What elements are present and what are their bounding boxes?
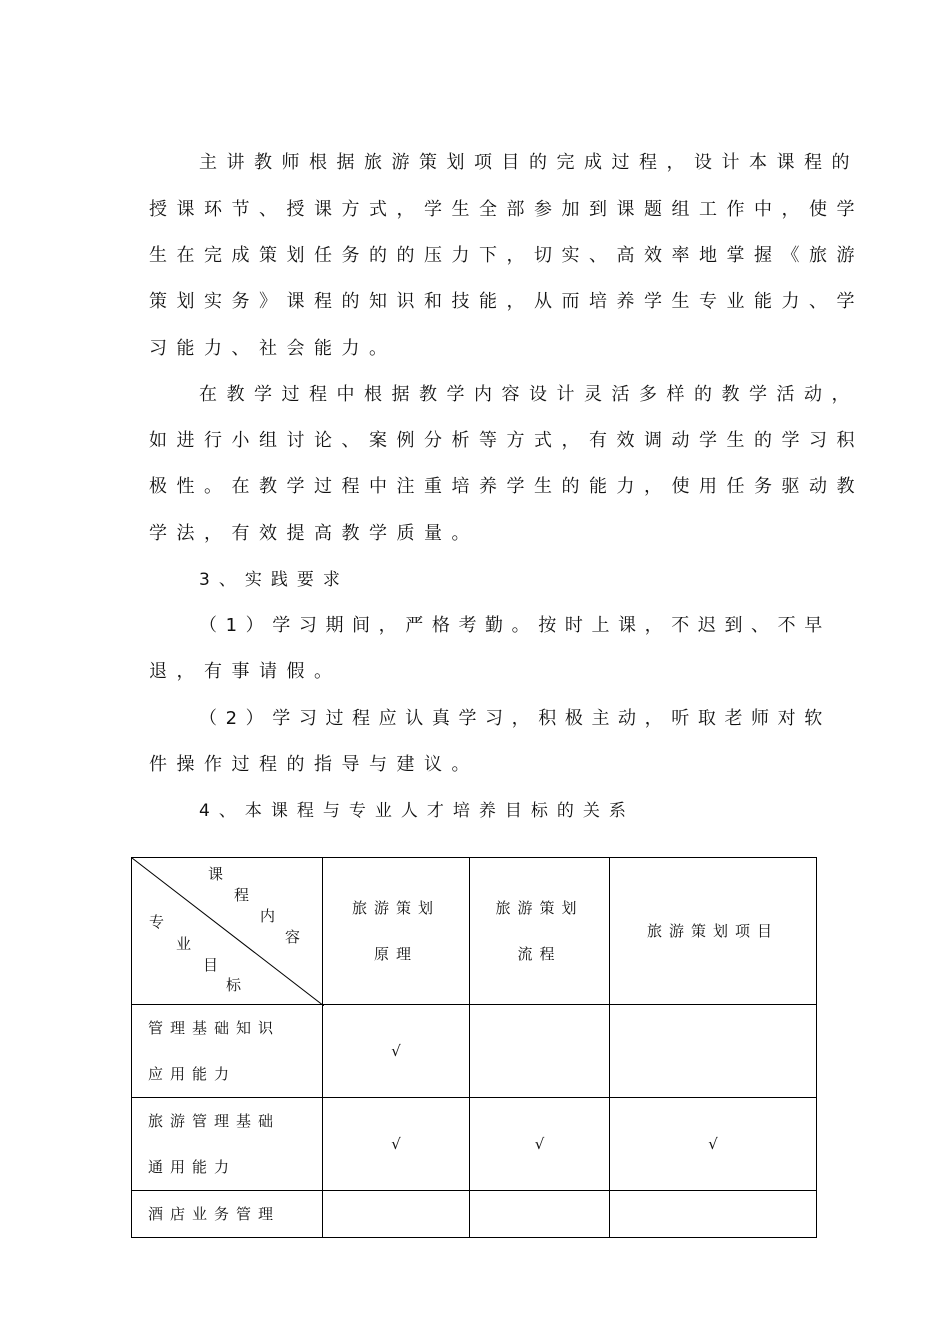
check-cell: √ xyxy=(323,1005,470,1098)
paragraph-3-line-2: 退，有事请假。 xyxy=(149,661,342,682)
row-label: 旅游管理基础 通用能力 xyxy=(132,1098,323,1191)
row-label: 酒店业务管理 xyxy=(132,1191,323,1238)
paragraph-1-line-3: 生在完成策划任务的的压力下，切实、高效率地掌握《旅游 xyxy=(149,245,864,266)
corner-top-char-2: 程 xyxy=(234,886,257,904)
table-row xyxy=(132,1005,817,1098)
corner-bottom-char-4: 标 xyxy=(226,976,249,994)
check-cell xyxy=(610,1005,817,1098)
check-cell: √ xyxy=(323,1098,470,1191)
paragraph-3-line-1: （1）学习期间，严格考勤。按时上课，不迟到、不早 xyxy=(199,615,831,636)
paragraph-1-line-1: 主讲教师根据旅游策划项目的完成过程，设计本课程的 xyxy=(199,152,859,173)
corner-bottom-char-1: 专 xyxy=(149,913,172,931)
paragraph-1-line-4: 策划实务》课程的知识和技能，从而培养学生专业能力、学 xyxy=(149,291,864,312)
column-header-3: 旅游策划项目 xyxy=(610,858,817,1005)
check-cell: √ xyxy=(610,1098,817,1191)
paragraph-2-line-3: 极性。在教学过程中注重培养学生的能力，使用任务驱动教 xyxy=(149,476,864,497)
table-header-row xyxy=(132,858,817,1005)
paragraph-4-line-1: （2）学习过程应认真学习，积极主动，听取老师对软 xyxy=(199,708,831,729)
column-header-1: 旅游策划 原理 xyxy=(323,858,470,1005)
corner-top-char-3: 内 xyxy=(260,907,283,925)
corner-top-char-1: 课 xyxy=(208,865,231,883)
paragraph-2-line-4: 学法，有效提高教学质量。 xyxy=(149,523,479,544)
diagonal-header-cell xyxy=(132,858,323,1005)
table-row xyxy=(132,1098,817,1191)
corner-bottom-char-2: 业 xyxy=(176,935,199,953)
section-heading-4: 4、本课程与专业人才培养目标的关系 xyxy=(199,801,635,821)
check-cell: √ xyxy=(470,1098,610,1191)
paragraph-2-line-2: 如进行小组讨论、案例分析等方式，有效调动学生的学习积 xyxy=(149,430,864,451)
paragraph-1-line-2: 授课环节、授课方式，学生全部参加到课题组工作中，使学 xyxy=(149,199,864,220)
relationship-table xyxy=(131,857,817,1238)
paragraph-4-line-2: 件操作过程的指导与建议。 xyxy=(149,754,479,775)
table-row xyxy=(132,1191,817,1238)
row-label: 管理基础知识 应用能力 xyxy=(132,1005,323,1098)
check-cell xyxy=(610,1191,817,1238)
column-header-2: 旅游策划 流程 xyxy=(470,858,610,1005)
corner-bottom-char-3: 目 xyxy=(203,956,226,974)
paragraph-1-line-5: 习能力、社会能力。 xyxy=(149,338,397,359)
check-cell xyxy=(470,1005,610,1098)
corner-top-char-4: 容 xyxy=(285,928,308,946)
section-heading-3: 3、实践要求 xyxy=(199,570,349,590)
check-cell xyxy=(323,1191,470,1238)
paragraph-2-line-1: 在教学过程中根据教学内容设计灵活多样的教学活动， xyxy=(199,384,859,405)
check-cell xyxy=(470,1191,610,1238)
